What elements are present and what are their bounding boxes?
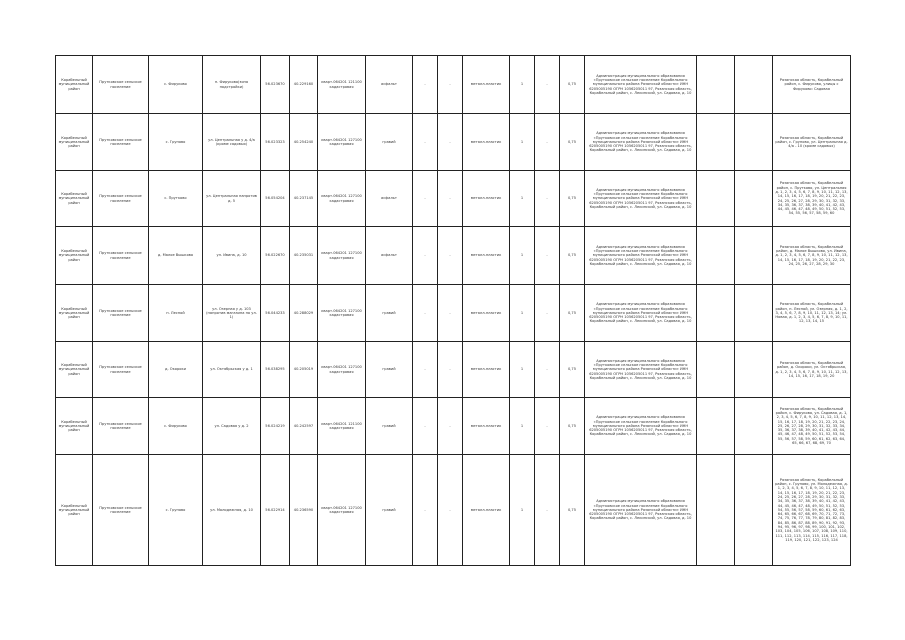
volume-cell: 0,75 xyxy=(560,227,585,285)
latitude-cell: 56.023670 xyxy=(261,56,290,114)
planned-cell: - xyxy=(535,342,560,398)
address-cell: ул. Центральная напротив д. 5 xyxy=(203,171,261,227)
latitude-cell: 56.023323 xyxy=(261,114,290,171)
material-cell: металл-пластик xyxy=(463,114,510,171)
locality-cell: д. Малое Вышково xyxy=(149,227,203,285)
locality-cell: с. Груново xyxy=(149,114,203,171)
address-cell: ул. Садовая у д. 2 xyxy=(203,398,261,455)
volume-cell: 0,75 xyxy=(560,285,585,342)
cadastre-cell: кварт.064201 121100 кадастровая xyxy=(318,56,366,114)
fence-cell: - xyxy=(438,56,463,114)
count-cell: 1 xyxy=(510,171,535,227)
locality-cell: д. Окороки xyxy=(149,342,203,398)
count-cell: 1 xyxy=(510,56,535,114)
registry-table xyxy=(55,55,851,566)
longitude-cell: 40.205019 xyxy=(290,342,318,398)
fence-cell: - xyxy=(438,114,463,171)
address-cell: ул. Центральная у д. 4/а (кроме садовых) xyxy=(203,114,261,171)
empty-cell xyxy=(697,56,735,114)
owner-cell: Администрация муниципального образования «Прутковское сельское поселение Корабельного муниципального района Рязанской области» ИНН 6205005190 ОГРН 1056205011 97, Рязанская область, Корабельный район, с. Лекинский, ул. Садовая, д. 10 xyxy=(585,171,697,227)
settlement-cell: Прутковское сельское поселение xyxy=(93,171,149,227)
volume-cell: 0,75 xyxy=(560,56,585,114)
cadastre-cell: кварт.064201 127100 кадастровая xyxy=(318,227,366,285)
sources-cell: Рязанская область, Корабельный район, п. Лесной, ул. Озерная, д. 1, 2, 3, 4, 5, 6, 7, 8, 9, 10, 11, 12, 13, 14; ул. Новая, д. 1, 2, 3, 4, 5, 6, 7, 8, 9, 10, 11, 12, 13, 14, 15 xyxy=(773,285,851,342)
owner-cell: Администрация муниципального образования «Прутковское сельское поселение Корабельного муниципального района Рязанской области» ИНН 6205005190 ОГРН 1056205011 97, Рязанская область, Корабельный район, с. Лекинский, ул. Садовая, д. 10 xyxy=(585,56,697,114)
settlement-cell: Прутковское сельское поселение xyxy=(93,398,149,455)
settlement-cell: Прутковское сельское поселение xyxy=(93,455,149,566)
fence-cell: - xyxy=(438,455,463,566)
district-cell: Корабельный муниципальный район xyxy=(56,455,93,566)
table-row xyxy=(56,455,851,566)
material-cell: металл-пластик xyxy=(463,398,510,455)
owner-cell: Администрация муниципального образования «Прутковское сельское поселение Корабельного муниципального района Рязанской области» ИНН 6205005190 ОГРН 1056205011 97, Рязанская область, Корабельный район, с. Лекинский, ул. Садовая, д. 10 xyxy=(585,455,697,566)
empty-cell xyxy=(697,114,735,171)
address-cell: ул. Озерная у д. 103 (напротив магазина по ул. 1) xyxy=(203,285,261,342)
table-row xyxy=(56,285,851,342)
longitude-cell: 40.236590 xyxy=(290,455,318,566)
sources-cell: Рязанская область, Корабельный район, с. Груново, ул. Молодежная, д. 1, 2, 3, 4, 5, 6, 7, 8, 9, 10, 11, 12, 13, 14, 15, 16, 17, 18, 19, 20, 21, 22, 23, 24, 25, 26, 27, 28, 29, 30, 31, 32, 33, 34, 35, 36, 37, 38, 39, 40, 41, 42, 43, 44, 45, 46, 47, 48, 49, 50, 51, 52, 53, 54, 55, 56, 57, 58, 59, 60, 61, 62, 63, 64, 65, 66, 67, 68, 69, 70, 71, 72, 73, 74, 75, 76, 77, 78, 79, 80, 81, 82, 83, 84, 85, 86, 87, 88, 89, 90, 91, 92, 93, 94, 95, 96, 97, 98, 99, 100, 101, 102, 103, 104, 105, 106, 107, 108, 109, 110, 111, 112, 113, 114, 115, 116, 117, 118, 119, 120, 121, 122, 123, 124 xyxy=(773,455,851,566)
surface-cell: гравий xyxy=(366,285,413,342)
planned-cell: - xyxy=(535,171,560,227)
cadastre-cell: кварт.064201 121100 кадастровая xyxy=(318,398,366,455)
locality-cell: с. Груново xyxy=(149,455,203,566)
surface-cell: асфальт xyxy=(366,56,413,114)
address-cell: ул. Октябрьская у д. 1 xyxy=(203,342,261,398)
planned-cell: - xyxy=(535,56,560,114)
material-cell: металл-пластик xyxy=(463,342,510,398)
surface-cell: гравий xyxy=(366,342,413,398)
sources-cell: Рязанская область, Корабельный район, с. Фируково, улицы с Фируково: Садовая xyxy=(773,56,851,114)
count-cell: 1 xyxy=(510,398,535,455)
planned-cell: - xyxy=(535,227,560,285)
fence-cell: - xyxy=(438,171,463,227)
longitude-cell: 40.254240 xyxy=(290,114,318,171)
district-cell: Корабельный муниципальный район xyxy=(56,227,93,285)
cadastre-cell: кварт.064201 127100 кадастровая xyxy=(318,171,366,227)
surface-cell: асфальт xyxy=(366,171,413,227)
planned-cell: - xyxy=(535,455,560,566)
empty-cell xyxy=(697,342,735,398)
locality-cell: с. Фируково xyxy=(149,398,203,455)
address-cell: ул. Молодежная, д. 10 xyxy=(203,455,261,566)
document-page xyxy=(55,55,850,565)
surface-cell: гравий xyxy=(366,398,413,455)
area-cell: - xyxy=(413,342,438,398)
locality-cell: с. Фируково xyxy=(149,56,203,114)
empty-cell xyxy=(735,285,773,342)
address-cell: п. Фируково(зона подстройки) xyxy=(203,56,261,114)
empty-cell xyxy=(697,285,735,342)
district-cell: Корабельный муниципальный район xyxy=(56,56,93,114)
sources-cell: Рязанская область, Корабельный район, с. Груново, ул. Центральная д. 4/а - 10 (кроме садовых) xyxy=(773,114,851,171)
area-cell: - xyxy=(413,171,438,227)
district-cell: Корабельный муниципальный район xyxy=(56,398,93,455)
volume-cell: 0,75 xyxy=(560,171,585,227)
area-cell: - xyxy=(413,398,438,455)
empty-cell xyxy=(697,398,735,455)
fence-cell: - xyxy=(438,342,463,398)
empty-cell xyxy=(735,56,773,114)
table-row xyxy=(56,342,851,398)
cadastre-cell: кварт.064201 127100 кадастровая xyxy=(318,342,366,398)
district-cell: Корабельный муниципальный район xyxy=(56,171,93,227)
count-cell: 1 xyxy=(510,342,535,398)
table-row xyxy=(56,171,851,227)
cadastre-cell: кварт.064201 127100 кадастровая xyxy=(318,455,366,566)
empty-cell xyxy=(735,398,773,455)
latitude-cell: 56.022670 xyxy=(261,227,290,285)
owner-cell: Администрация муниципального образования «Прутковское сельское поселение Корабельного муниципального района Рязанской области» ИНН 6205005190 ОГРН 1056205011 97, Рязанская область, Корабельный район, с. Лекинский, ул. Садовая, д. 10 xyxy=(585,342,697,398)
area-cell: - xyxy=(413,285,438,342)
table-row xyxy=(56,227,851,285)
district-cell: Корабельный муниципальный район xyxy=(56,285,93,342)
material-cell: металл-пластик xyxy=(463,455,510,566)
cadastre-cell: кварт.064201 127100 кадастровая xyxy=(318,285,366,342)
settlement-cell: Прутковское сельское поселение xyxy=(93,342,149,398)
sources-cell: Рязанская область, Корабельный район, с. Фируково, ул. Садовая, д. 1, 2, 3, 4, 5, 6, 7, 8, 9, 10, 11, 12, 13, 14, 15, 16, 17, 18, 19, 20, 21, 22, 23, 24, 25, 26, 27, 28, 29, 30, 31, 32, 33, 34, 35, 36, 37, 38, 39, 40, 41, 42, 43, 44, 45, 46, 47, 48, 49, 50, 51, 52, 53, 54, 55, 56, 57, 58, 59, 60, 61, 62, 63, 64, 65, 66, 67, 68, 69, 70 xyxy=(773,398,851,455)
table-row xyxy=(56,398,851,455)
area-cell: - xyxy=(413,114,438,171)
empty-cell xyxy=(697,227,735,285)
locality-cell: п. Лесной xyxy=(149,285,203,342)
planned-cell: - xyxy=(535,114,560,171)
sources-cell: Рязанская область, Корабельный район, с. Прутково, ул. Центральная д. 1, 2, 3, 4, 5, 6, 7, 8, 9, 10, 11, 12, 13, 14, 15, 16, 17, 18, 19, 20, 21, 22, 23, 24, 25, 26, 27, 28, 29, 30, 31, 32, 33, 34, 35, 36, 37, 38, 39, 40, 41, 42, 43, 44, 45, 46, 47, 48, 49, 50, 51, 52, 53, 54, 55, 56, 57, 58, 59, 60 xyxy=(773,171,851,227)
latitude-cell: 56.024219 xyxy=(261,398,290,455)
longitude-cell: 40.237145 xyxy=(290,171,318,227)
empty-cell xyxy=(697,455,735,566)
material-cell: металл-пластик xyxy=(463,171,510,227)
count-cell: 1 xyxy=(510,285,535,342)
empty-cell xyxy=(735,227,773,285)
longitude-cell: 40.242597 xyxy=(290,398,318,455)
longitude-cell: 40.229160 xyxy=(290,56,318,114)
planned-cell: - xyxy=(535,398,560,455)
owner-cell: Администрация муниципального образования «Прутковское сельское поселение Корабельного муниципального района Рязанской области» ИНН 6205005190 ОГРН 1056205011 97, Рязанская область, Корабельный район, с. Лекинский, ул. Садовая, д. 10 xyxy=(585,227,697,285)
count-cell: 1 xyxy=(510,114,535,171)
material-cell: металл-пластик xyxy=(463,285,510,342)
empty-cell xyxy=(735,342,773,398)
material-cell: металл-пластик xyxy=(463,56,510,114)
sources-cell: Рязанская область, Корабельный район, д. Малое Вышково, ул. Ивина, д. 1, 2, 3, 4, 5, 6, 7, 8, 9, 10, 11, 12, 13, 14, 15, 16, 17, 18, 19, 20, 21, 22, 23, 24, 25, 26, 27, 28, 29, 30 xyxy=(773,227,851,285)
table-row xyxy=(56,114,851,171)
sources-cell: Рязанская область, Корабельный район, д. Окороки, ул. Октябрьская, д. 1, 2, 3, 4, 5, 6, 7, 8, 9, 10, 11, 12, 13, 14, 15, 16, 17, 18, 19, 20 xyxy=(773,342,851,398)
settlement-cell: Прутковское сельское поселение xyxy=(93,56,149,114)
volume-cell: 0,75 xyxy=(560,398,585,455)
count-cell: 1 xyxy=(510,227,535,285)
fence-cell: - xyxy=(438,398,463,455)
empty-cell xyxy=(735,114,773,171)
longitude-cell: 40.288029 xyxy=(290,285,318,342)
empty-cell xyxy=(735,455,773,566)
fence-cell: - xyxy=(438,285,463,342)
latitude-cell: 56.022914 xyxy=(261,455,290,566)
settlement-cell: Прутковское сельское поселение xyxy=(93,114,149,171)
latitude-cell: 56.038295 xyxy=(261,342,290,398)
district-cell: Корабельный муниципальный район xyxy=(56,342,93,398)
area-cell: - xyxy=(413,227,438,285)
volume-cell: 0,75 xyxy=(560,114,585,171)
locality-cell: с. Прутково xyxy=(149,171,203,227)
settlement-cell: Прутковское сельское поселение xyxy=(93,227,149,285)
volume-cell: 0,75 xyxy=(560,342,585,398)
address-cell: ул. Ивина, д. 10 xyxy=(203,227,261,285)
district-cell: Корабельный муниципальный район xyxy=(56,114,93,171)
material-cell: металл-пластик xyxy=(463,227,510,285)
latitude-cell: 56.054204 xyxy=(261,171,290,227)
planned-cell: - xyxy=(535,285,560,342)
empty-cell xyxy=(735,171,773,227)
empty-cell xyxy=(697,171,735,227)
surface-cell: асфальт xyxy=(366,227,413,285)
owner-cell: Администрация муниципального образования «Прутковское сельское поселение Корабельного муниципального района Рязанской области» ИНН 6205005190 ОГРН 1056205011 97, Рязанская область, Корабельный район, с. Лекинский, ул. Садовая, д. 10 xyxy=(585,114,697,171)
count-cell: 1 xyxy=(510,455,535,566)
longitude-cell: 40.235031 xyxy=(290,227,318,285)
owner-cell: Администрация муниципального образования «Прутковское сельское поселение Корабельного муниципального района Рязанской области» ИНН 6205005190 ОГРН 1056205011 97, Рязанская область, Корабельный район, с. Лекинский, ул. Садовая, д. 10 xyxy=(585,398,697,455)
surface-cell: гравий xyxy=(366,114,413,171)
surface-cell: гравий xyxy=(366,455,413,566)
fence-cell: - xyxy=(438,227,463,285)
cadastre-cell: кварт.064201 127100 кадастровая xyxy=(318,114,366,171)
latitude-cell: 56.044233 xyxy=(261,285,290,342)
owner-cell: Администрация муниципального образования «Прутковское сельское поселение Корабельного муниципального района Рязанской области» ИНН 6205005190 ОГРН 1056205011 97, Рязанская область, Корабельный район, с. Лекинский, ул. Садовая, д. 10 xyxy=(585,285,697,342)
area-cell: - xyxy=(413,56,438,114)
volume-cell: 0,75 xyxy=(560,455,585,566)
table-row xyxy=(56,56,851,114)
settlement-cell: Прутковское сельское поселение xyxy=(93,285,149,342)
area-cell: - xyxy=(413,455,438,566)
